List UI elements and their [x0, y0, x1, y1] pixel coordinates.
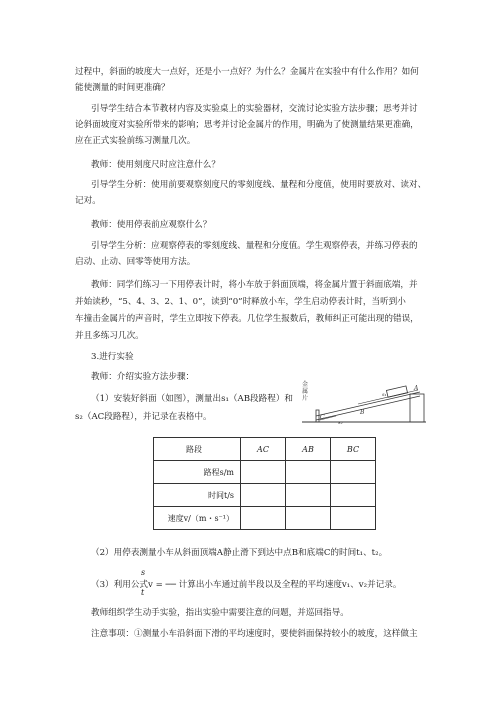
table-cell[interactable] — [331, 484, 376, 507]
text-line: 论斜面坡度对实验所带来的影响；思考并讨论金属片的作用，明确为了使测量结果更准确， — [75, 120, 419, 130]
table-cell[interactable] — [241, 484, 286, 507]
text-line: 教师：使用停表前应观察什么？ — [91, 220, 212, 230]
figure-label: 属 — [302, 388, 309, 395]
table-cell[interactable] — [241, 461, 286, 484]
text-line: 并始读秒，“5、4、3、2、1、0”，读到“0”时释放小车，学生启动停表计时，当听到小 — [75, 297, 406, 307]
text-line: 并且多练习几次。 — [75, 331, 144, 341]
text-line: 教师：同学们练习一下用停表计时，将小车放于斜面顶端，将金属片置于斜面底端，并 — [91, 280, 418, 290]
table-row-label: 路程s/m — [154, 461, 241, 484]
table-cell[interactable] — [331, 507, 376, 530]
table-cell[interactable] — [331, 461, 376, 484]
text-line: （2）用停表测量小车从斜面顶端A静止滑下到达中点B和底端C的时间t₁、t₂。 — [91, 548, 388, 558]
incline-diagram — [298, 376, 428, 426]
text-line: （3）利用公式v = ── 计算出小车通过前半段以及全程的平均速度v₁、v₂并记录。 — [91, 580, 402, 590]
table-header: AB — [286, 438, 331, 461]
point-a-label: A — [414, 385, 419, 392]
formula-denominator: t — [141, 588, 145, 597]
table-cell[interactable] — [286, 507, 331, 530]
table-header: BC — [331, 438, 376, 461]
table-cell[interactable] — [286, 461, 331, 484]
text-line: 引导学生结合本节教材内容及实验桌上的实验器材，交流讨论实验方法步骤；思考并讨 — [91, 104, 418, 114]
text-line: 车撞击金属片的声音时，学生立即按下停表。几位学生报数后，教师纠正可能出现的错误， — [75, 314, 419, 324]
table-header: AC — [241, 438, 286, 461]
text-line: 教师组织学生动手实验，指出实验中需要注意的问题，并巡回指导。 — [91, 608, 349, 618]
formula-numerator: s — [141, 568, 146, 577]
table-header: 路段 — [154, 438, 241, 461]
table-cell[interactable] — [286, 484, 331, 507]
s2-label: s₂ — [338, 420, 343, 426]
text-line: 引导学生分析：应观察停表的零刻度线、量程和分度值。学生观察停表，并练习停表的 — [91, 241, 418, 251]
s1-label: s₁ — [382, 392, 387, 398]
text-line: 能使测量的时间更准确？ — [75, 83, 170, 93]
text-line: 引导学生分析：使用前要观察刻度尺的零刻度线、量程和分度值，使用时要放对、读对、 — [91, 180, 427, 190]
text-line: 过程中，斜面的坡度大一点好，还是小一点好？为什么？金属片在实验中有什么作用？如何 — [75, 67, 419, 77]
table-row-label: 时间t/s — [154, 484, 241, 507]
text-line: 注意事项：①测量小车沿斜面下滑的平均速度时，要使斜面保持较小的坡度，这样做主 — [91, 629, 418, 639]
figure-label: 片 — [302, 395, 309, 402]
text-line: 教师：使用刻度尺时应注意什么？ — [91, 160, 220, 170]
table-cell[interactable] — [241, 507, 286, 530]
data-table — [153, 437, 376, 530]
text-line: （1）安装好斜面（如图），测量出s₁（AB段路程）和 — [91, 394, 294, 404]
text-line: s₂（AC段路程），并记录在表格中。 — [75, 412, 212, 422]
section-heading: 3.进行实验 — [91, 352, 134, 362]
text-line: 教师：介绍实验方法步骤： — [91, 372, 195, 382]
point-c-label: C — [320, 414, 325, 421]
point-b-label: B — [360, 409, 365, 416]
figure-label: 金 — [302, 381, 309, 388]
text-line: 应在正式实验前练习测量几次。 — [75, 136, 196, 146]
table-row-label: 速度v/（m・s⁻¹） — [154, 507, 241, 530]
text-line: 记对。 — [75, 196, 101, 206]
text-line: 启动、止动、回零等使用方法。 — [75, 257, 196, 267]
